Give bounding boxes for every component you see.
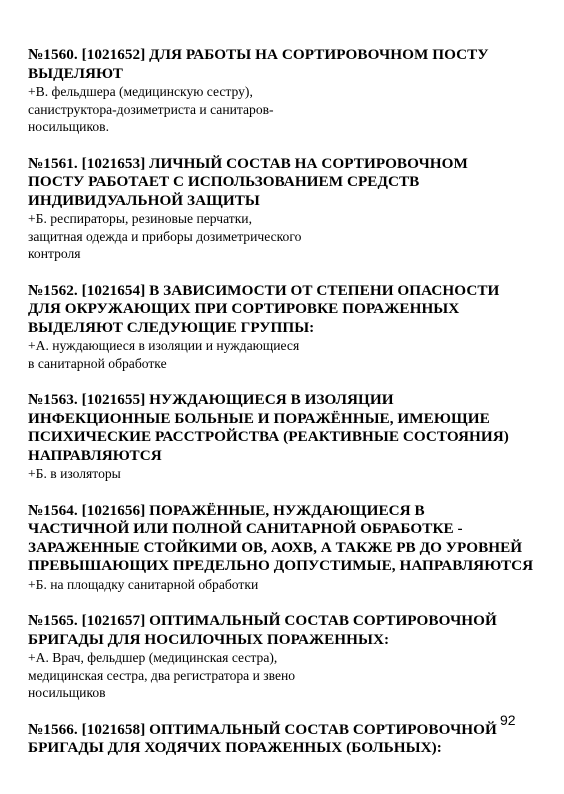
title-line: №1563. [1021655] НУЖДАЮЩИЕСЯ В ИЗОЛЯЦИИ — [28, 391, 394, 408]
answer-line: +А. Врач, фельдшер (медицинская сестра), — [28, 650, 278, 665]
question-answer — [28, 83, 528, 136]
answer-line: контроля — [28, 246, 81, 261]
question-1562 — [28, 282, 528, 373]
question-answer — [28, 337, 528, 372]
title-line: БРИГАДЫ ДЛЯ ХОДЯЧИХ ПОРАЖЕННЫХ (БОЛЬНЫХ): — [28, 739, 442, 756]
answer-line: +Б. на площадку санитарной обработки — [28, 576, 259, 592]
question-1563 — [28, 391, 528, 483]
question-title — [28, 391, 528, 465]
title-line: ЗАРАЖЕННЫЕ СТОЙКИМИ ОВ, АОХВ, А ТАКЖЕ РВ ДО УРОВНЕЙ — [28, 538, 523, 556]
answer-line: +Б. в изоляторы — [28, 466, 121, 481]
title-line: ПРЕВЫШАЮЩИХ ПРЕДЕЛЬНО ДОПУСТИМЫЕ, НАПРАВЛЯЮТСЯ — [28, 557, 534, 574]
title-line: ПОСТУ РАБОТАЕТ С ИСПОЛЬЗОВАНИЕМ СРЕДСТВ — [28, 173, 420, 190]
title-line: №1560. [1021652] ДЛЯ РАБОТЫ НА СОРТИРОВОЧНОМ ПОСТУ — [28, 46, 489, 63]
title-line: НАПРАВЛЯЮТСЯ — [28, 446, 162, 464]
answer-line: +В. фельдшера (медицинскую сестру), — [28, 84, 253, 99]
answer-line: носильщиков. — [28, 119, 109, 134]
title-line: БРИГАДЫ ДЛЯ НОСИЛОЧНЫХ ПОРАЖЕННЫХ: — [28, 630, 390, 648]
question-answer — [28, 576, 528, 594]
title-line: №1561. [1021653] ЛИЧНЫЙ СОСТАВ НА СОРТИРОВОЧНОМ — [28, 154, 468, 172]
title-line: ДЛЯ ОКРУЖАЮЩИХ ПРИ СОРТИРОВКЕ ПОРАЖЕННЫХ — [28, 300, 460, 317]
title-line: ПСИХИЧЕСКИЕ РАССТРОЙСТВА (РЕАКТИВНЫЕ СОСТОЯНИЯ) — [28, 428, 509, 445]
question-title — [28, 501, 534, 576]
question-1565 — [28, 612, 528, 702]
title-line: ВЫДЕЛЯЮТ СЛЕДУЮЩИЕ ГРУППЫ: — [28, 318, 315, 336]
answer-line: +Б. респираторы, резиновые перчатки, — [28, 211, 252, 226]
question-answer — [28, 210, 528, 263]
question-1566 — [28, 721, 528, 758]
title-line: ЧАСТИЧНОЙ ИЛИ ПОЛНОЙ САНИТАРНОЙ ОБРАБОТКЕ - — [28, 520, 463, 537]
question-1560 — [28, 46, 528, 136]
title-line: ИНДИВИДУАЛЬНОЙ ЗАЩИТЫ — [28, 191, 260, 209]
question-1564 — [28, 501, 534, 594]
answer-line: медицинская сестра, два регистратора и звено — [28, 667, 296, 683]
question-answer — [28, 465, 528, 483]
answer-line: носильщиков — [28, 685, 106, 700]
question-answer — [28, 649, 528, 702]
answer-line: в санитарной обработке — [28, 355, 167, 371]
title-line: №1564. [1021656] ПОРАЖЁННЫЕ, НУЖДАЮЩИЕСЯ В — [28, 501, 425, 519]
question-title — [28, 155, 528, 211]
title-line: №1566. [1021658] ОПТИМАЛЬНЫЙ СОСТАВ СОРТИРОВОЧНОЙ — [28, 720, 497, 738]
title-line: №1562. [1021654] В ЗАВИСИМОСТИ ОТ СТЕПЕНИ ОПАСНОСТИ — [28, 281, 500, 299]
question-1561 — [28, 155, 528, 263]
document-page — [28, 46, 534, 777]
title-line: ВЫДЕЛЯЮТ — [28, 64, 123, 82]
page-number: 92 — [500, 712, 516, 728]
answer-line: защитная одежда и приборы дозиметрического — [28, 228, 302, 244]
question-title — [28, 721, 528, 758]
answer-line: саниструктора-дозиметриста и санитаров- — [28, 101, 274, 117]
title-line: ИНФЕКЦИОННЫЕ БОЛЬНЫЕ И ПОРАЖЁННЫЕ, ИМЕЮЩИЕ — [28, 409, 490, 427]
question-title — [28, 612, 528, 649]
question-title — [28, 46, 528, 83]
question-title — [28, 282, 528, 338]
answer-line: +А. нуждающиеся в изоляции и нуждающиеся — [28, 338, 300, 353]
title-line: №1565. [1021657] ОПТИМАЛЬНЫЙ СОСТАВ СОРТИРОВОЧНОЙ — [28, 612, 497, 629]
